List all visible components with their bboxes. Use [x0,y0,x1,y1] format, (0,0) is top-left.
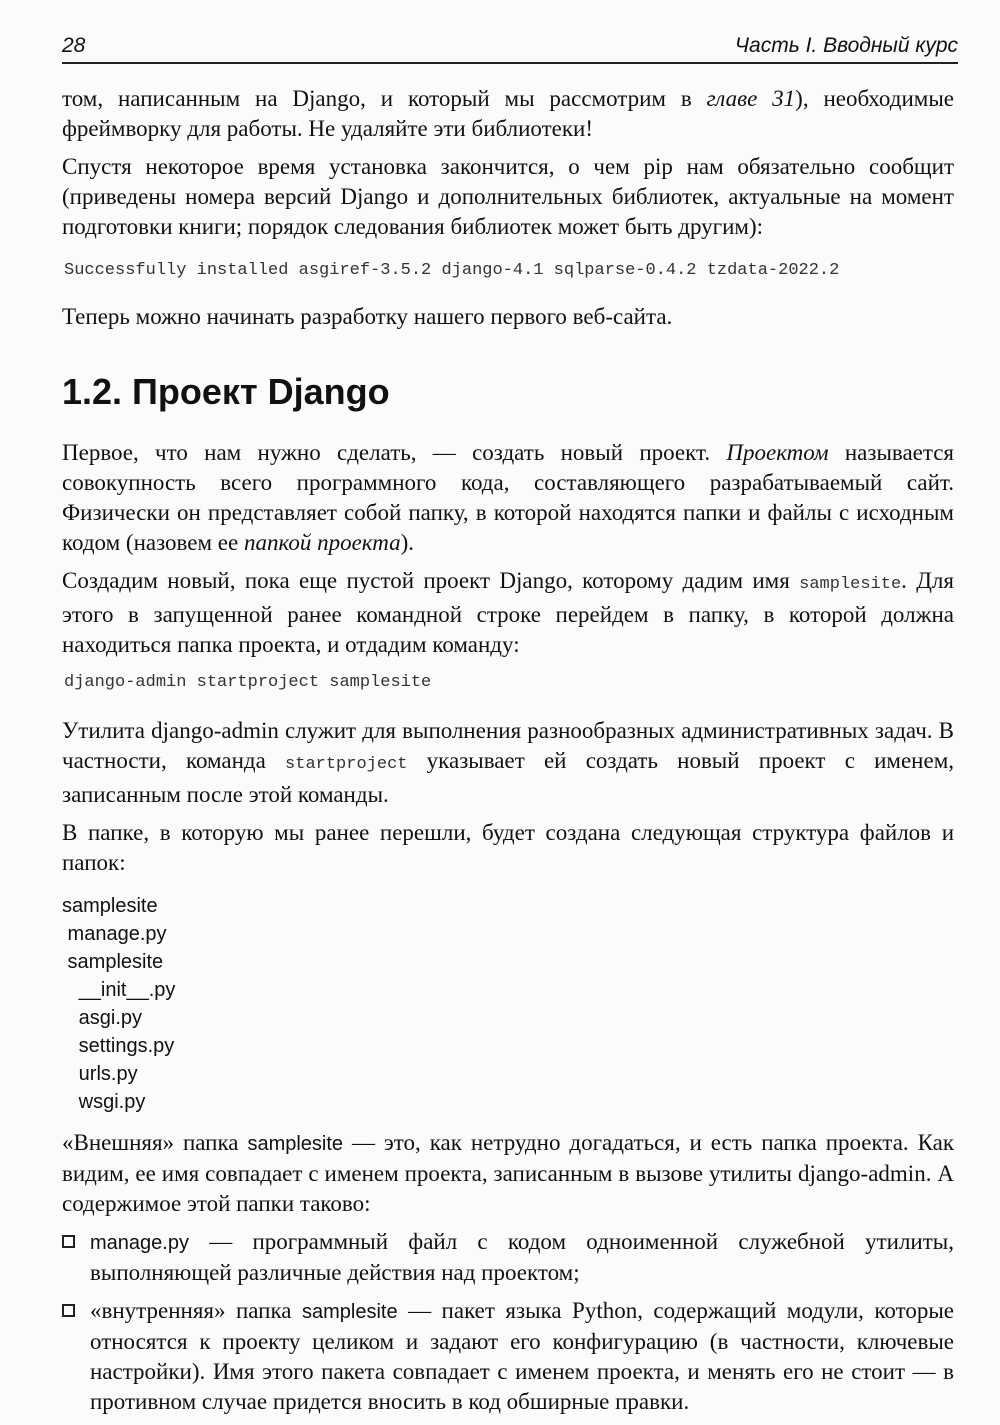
bullet-list [62,1227,954,1417]
tree-item: urls.py [62,1063,138,1085]
code-startproject-command: django-admin startproject samplesite [64,673,432,692]
text: ). [400,530,415,555]
text: — программный файл с кодом одноименной служебной утилиты, выполняющей различные действия над проектом; [90,1229,954,1285]
paragraph-django-admin [62,716,954,810]
text: ), необходимые фреймворку для работы. Не удаляйте эти библиотеки! [62,86,954,141]
text: — это, как нетрудно догадаться, и есть папка проекта. Как видим, ее имя совпадает с именем проекта, записанным в вызове утилиты django-admin. А содержимое этой папки таково: [62,1130,955,1216]
paragraph-continued [62,84,954,144]
paragraph-structure-intro: В папке, в которую мы ранее перешли, будет создана следующая структура файлов и папок: [62,820,954,875]
term-project: Проектом [726,440,829,465]
text: называется совокупность всего программного кода, составляющего разрабатываемый сайт. Физически он представляет собой папку, в которой находятся папки и файлы с исходным кодом (назовем ее [62,440,955,555]
text: том, написанным на Django, и который мы рассмотрим в [62,86,707,111]
list-item [62,1227,954,1288]
tree-item: samplesite [62,951,164,973]
file-name: manage.py [90,1232,189,1254]
tree-item: wsgi.py [62,1091,146,1113]
folder-name: samplesite [302,1301,398,1323]
list-item [62,1296,954,1417]
checkbox-bullet-icon [62,1235,75,1248]
paragraph-project-definition [62,438,954,558]
tree-item: manage.py [62,923,167,945]
text: «Внешняя» папка [62,1130,248,1155]
paragraph-start-development: Теперь можно начинать разработку нашего первого веб-сайта. [62,304,673,329]
section-title: 1.2. Проект Django [62,371,390,412]
tree-item: samplesite [62,895,158,917]
tree-item: __init__.py [62,979,176,1001]
paragraph-create-project [62,566,954,660]
text: Первое, что нам нужно сделать, — создать новый проект. [62,440,727,465]
code-pip-output: Successfully installed asgiref-3.5.2 django-4.1 sqlparse-0.4.2 tzdata-2022.2 [64,261,840,280]
text: — пакет языка Python, содержащий модули, которые относятся к проекту целиком и задают его конфигурацию (в частности, ключевые настройки). Имя этого пакета совпадает с именем проекта, и менять его не стоит — в противном случае придется вносить в код обширные правки. [90,1298,954,1414]
checkbox-bullet-icon [62,1304,75,1317]
running-header [62,34,958,64]
page-number: 28 [62,34,86,57]
tree-item: settings.py [62,1035,175,1057]
term-project-folder: папкой проекта [243,530,401,555]
paragraph-install-complete: Спустя некоторое время установка закончится, о чем pip нам обязательно сообщит (приведены номера версий Django и дополнительных библиотек, актуальные на момент подготовки книги; порядок следования библиотек может быть другим): [62,154,954,239]
paragraph-outer-folder [62,1128,954,1219]
tree-item: asgi.py [62,1007,143,1029]
text: указывает ей создать новый проект с именем, записанным после этой команды. [62,748,954,807]
text: . Для этого в запущенной ранее командной строке перейдем в папку, в которой должна находиться папка проекта, и отдадим команду: [62,568,954,657]
part-title: Часть I. Вводный курс [734,34,958,57]
page-content [62,84,954,1425]
text: «внутренняя» папка [90,1298,302,1323]
inline-code: startproject [285,755,408,774]
file-tree [62,892,954,1116]
text: Создадим новый, пока еще пустой проект Django, которому дадим имя [62,568,800,593]
chapter-reference: главе 31 [706,86,796,111]
inline-code: samplesite [799,575,902,594]
folder-name: samplesite [247,1133,344,1155]
text: Утилита django-admin служит для выполнения разнообразных административных задач. В частности, команда [62,718,954,773]
